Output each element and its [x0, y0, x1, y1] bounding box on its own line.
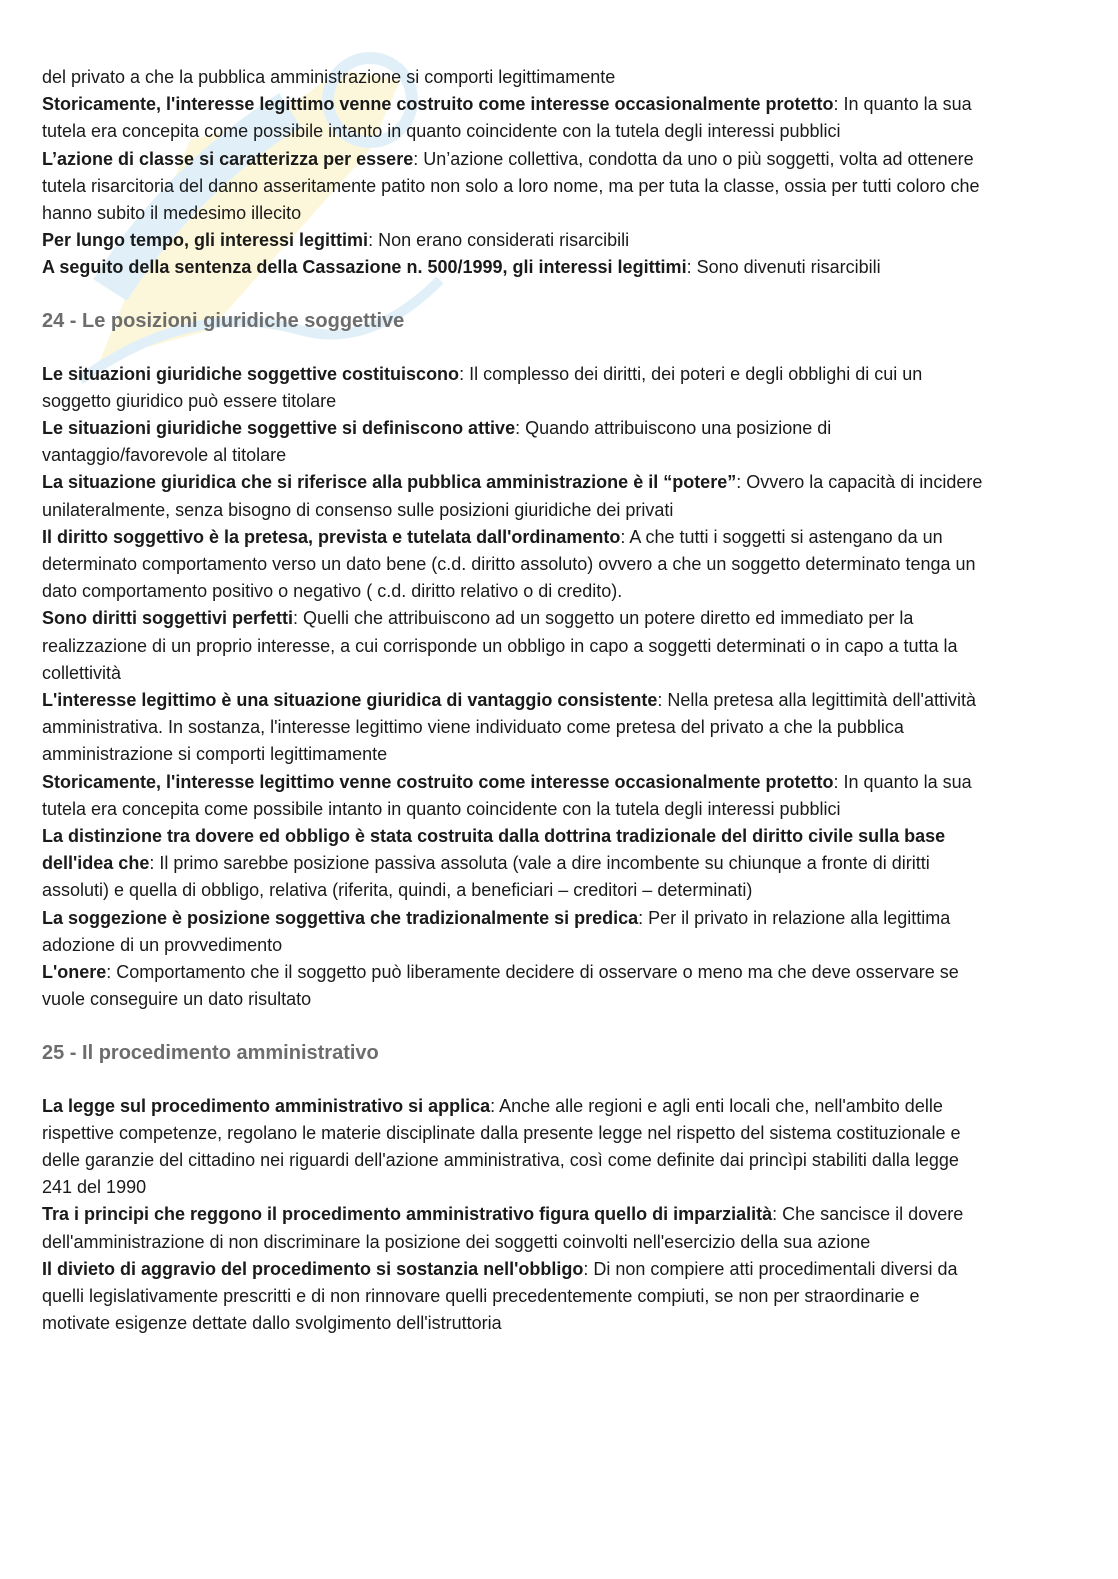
answer: : Anche alle regioni e agli enti locali che, nell'ambito delle rispettive competenze, regolano le materie disciplinate dalla presente legge nel rispetto del sistema costituzionale e delle garanzie del cittadino nei riguardi dell'azione amministrativa, così come definite dai princìpi stabiliti dalla legge 241 del 1990: [42, 1095, 961, 1198]
question: Le situazioni giuridiche soggettive costituiscono: [42, 363, 460, 384]
question: Per lungo tempo, gli interessi legittimi: [42, 230, 369, 251]
question: Storicamente, l'interesse legittimo venne costruito come interesse occasionalmente protetto: [42, 771, 834, 792]
answer: : Che sancisce il dovere dell'amministrazione di non discriminare la posizione dei soggetti coinvolti nell'esercizio della sua azione: [42, 1204, 964, 1252]
qa-entry: [42, 227, 992, 254]
section-heading-25: 25 - Il procedimento amministrativo: [42, 1041, 379, 1064]
answer: : In quanto la sua tutela era concepita come possibile intanto in quanto coincidente con la tutela degli interessi pubblici: [42, 94, 972, 142]
question: L'onere: [42, 962, 107, 983]
qa-list-1: [42, 91, 992, 281]
answer: : Per il privato in relazione alla legittima adozione di un provvedimento: [42, 907, 951, 955]
answer: : Sono divenuti risarcibili: [686, 257, 881, 278]
qa-entry: [42, 1201, 992, 1255]
question: La situazione giuridica che si riferisce alla pubblica amministrazione è il “potere”: [42, 472, 737, 493]
qa-entry: [42, 959, 992, 1013]
answer: : Comportamento che il soggetto può liberamente decidere di osservare o meno ma che deve osservare se vuole conseguire un dato risultato: [42, 962, 959, 1010]
document-page: [42, 64, 992, 1337]
qa-entry: [42, 361, 992, 415]
qa-entry: [42, 254, 992, 281]
qa-entry: [42, 905, 992, 959]
question: L’azione di classe si caratterizza per essere: [42, 148, 414, 169]
question: Storicamente, l'interesse legittimo venne costruito come interesse occasionalmente protetto: [42, 94, 834, 115]
qa-entry: [42, 469, 992, 523]
question: Il diritto soggettivo è la pretesa, prevista e tutelata dall'ordinamento: [42, 526, 621, 547]
continued-text: del privato a che la pubblica amministrazione si comporti legittimamente: [42, 67, 616, 87]
question: L'interesse legittimo è una situazione giuridica di vantaggio consistente: [42, 690, 658, 711]
answer: : Quando attribuiscono una posizione di vantaggio/favorevole al titolare: [42, 418, 832, 466]
answer: : A che tutti i soggetti si astengano da un determinato comportamento verso un dato bene (c.d. diritto assoluto) ovvero a che un soggetto determinato tenga un dato comportamento positivo o negativo ( c.d. diritto relativo o di credito).: [42, 526, 976, 602]
answer: : Ovvero la capacità di incidere unilateralmente, senza bisogno di consenso sulle posizioni giuridiche dei privati: [42, 472, 983, 520]
question: La soggezione è posizione soggettiva che tradizionalmente si predica: [42, 907, 639, 928]
answer: : Il complesso dei diritti, dei poteri e degli obblighi di cui un soggetto giuridico può essere titolare: [42, 363, 923, 411]
qa-entry: [42, 1093, 992, 1202]
answer: : Non erano considerati risarcibili: [368, 230, 630, 251]
qa-entry: [42, 605, 992, 687]
question: Le situazioni giuridiche soggettive si definiscono attive: [42, 418, 516, 439]
qa-entry: [42, 524, 992, 606]
answer: : Di non compiere atti procedimentali diversi da quelli legislativamente prescritti e di non rinnovare quelli precedentemente compiuti, se non per straordinarie e motivate esigenze dettate dallo svolgimento dell'istruttoria: [42, 1258, 958, 1334]
qa-entry: [42, 687, 992, 769]
answer: : Il primo sarebbe posizione passiva assoluta (vale a dire incombente su chiunque a fronte di diritti assoluti) e quella di obbligo, relativa (riferita, quindi, a beneficiari – creditori – determinati): [42, 853, 930, 901]
section-heading-24: 24 - Le posizioni giuridiche soggettive: [42, 309, 405, 332]
question: Il divieto di aggravio del procedimento si sostanzia nell'obbligo: [42, 1258, 584, 1279]
answer: : Quelli che attribuiscono ad un soggetto un potere diretto ed immediato per la realizzazione di un proprio interesse, a cui corrisponde un obbligo in capo a soggetti determinati o in capo a tutta la collettività: [42, 608, 958, 683]
qa-entry: [42, 769, 992, 823]
question: La legge sul procedimento amministrativo si applica: [42, 1095, 491, 1116]
qa-entry: [42, 146, 992, 228]
qa-entry: [42, 1256, 992, 1338]
qa-entry: [42, 415, 992, 469]
qa-entry: [42, 823, 992, 905]
answer: : In quanto la sua tutela era concepita come possibile intanto in quanto coincidente con la tutela degli interessi pubblici: [42, 771, 972, 819]
answer: : Un’azione collettiva, condotta da uno o più soggetti, volta ad ottenere tutela risarcitoria del danno asseritamente patito non solo a loro nome, ma per tuta la classe, ossia per tutti coloro che hanno subito il medesimo illecito: [42, 148, 980, 224]
qa-entry: [42, 91, 992, 145]
question: La distinzione tra dovere ed obbligo è stata costruita dalla dottrina tradizionale del diritto civile sulla base dell'idea che: [42, 826, 946, 874]
question: Tra i principi che reggono il procedimento amministrativo figura quello di imparzialità: [42, 1204, 773, 1225]
question: A seguito della sentenza della Cassazione n. 500/1999, gli interessi legittimi: [42, 257, 687, 278]
qa-list-3: [42, 1093, 992, 1338]
question: Sono diritti soggettivi perfetti: [42, 608, 293, 629]
answer: : Nella pretesa alla legittimità dell'attività amministrativa. In sostanza, l'interesse legittimo viene individuato come pretesa del privato a che la pubblica amministrazione si comporti legittimamente: [42, 690, 976, 765]
qa-list-2: [42, 361, 992, 1014]
